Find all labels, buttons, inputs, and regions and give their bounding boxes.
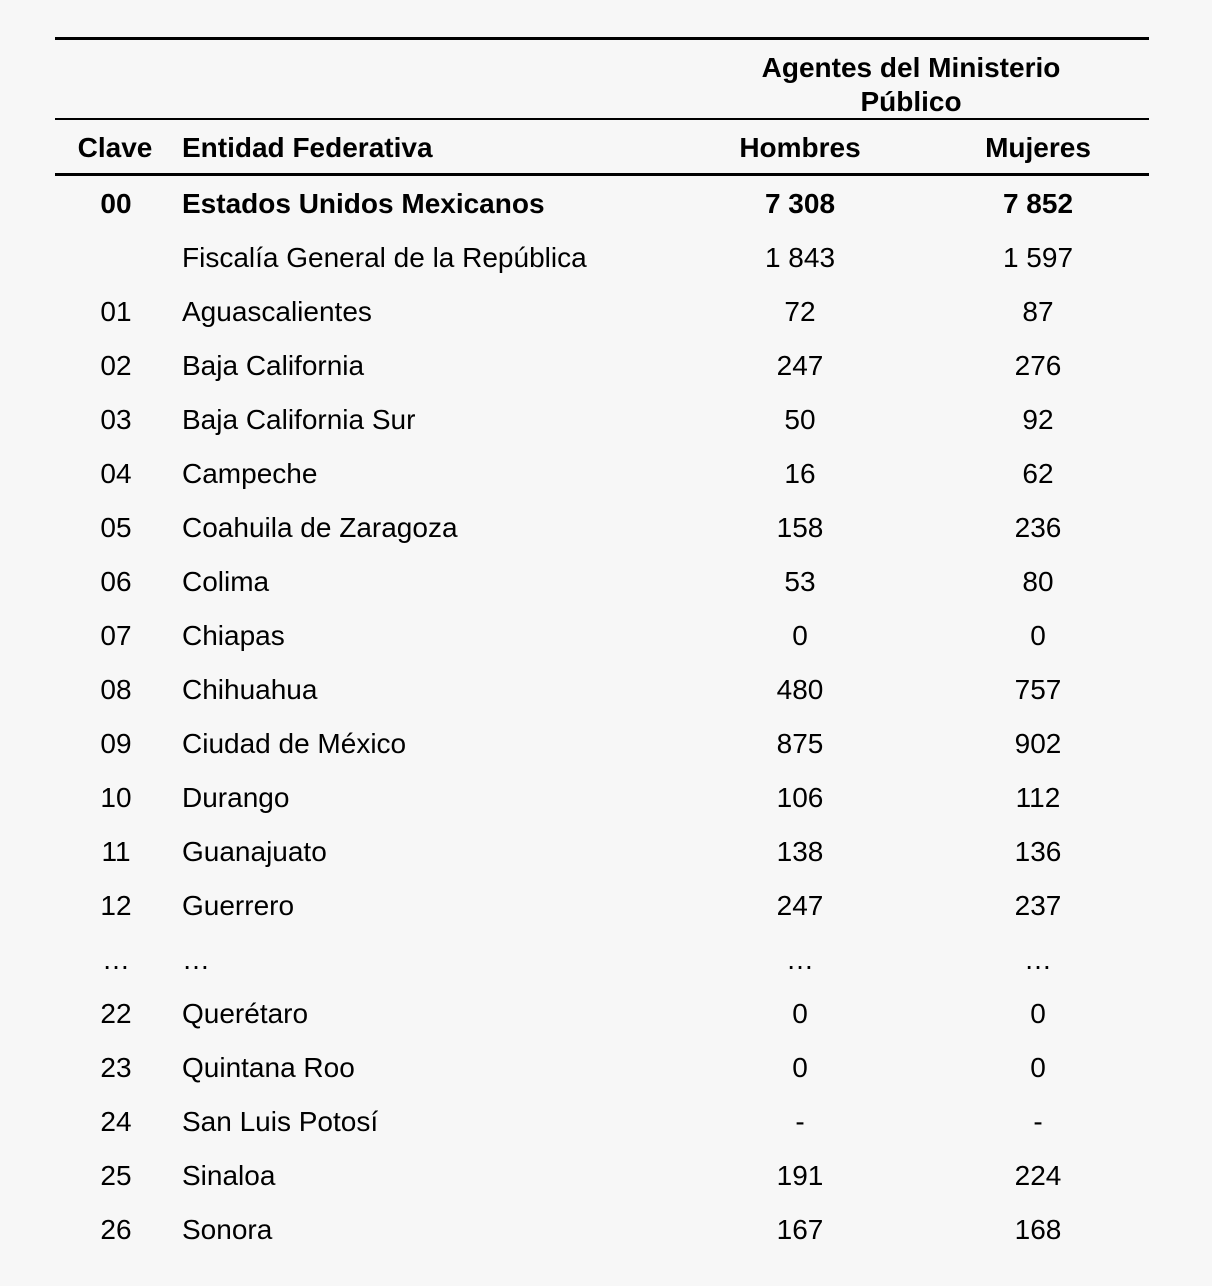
cell-clave: 11 (101, 836, 131, 867)
cell-clave: 08 (100, 674, 132, 705)
cell-mujeres: 757 (1014, 674, 1062, 705)
table-row (55, 662, 1149, 716)
table-row (55, 554, 1149, 608)
cell-clave: 06 (100, 566, 132, 597)
cell-hombres: 0 (792, 1052, 808, 1083)
table-row (55, 176, 1149, 230)
cell-entidad: Sinaloa (182, 1160, 276, 1191)
cell-clave: 03 (100, 404, 132, 435)
cell-entidad: Estados Unidos Mexicanos (182, 188, 545, 219)
cell-hombres: 191 (776, 1160, 824, 1191)
cell-clave: 24 (100, 1106, 132, 1137)
cell-hombres: 0 (792, 620, 808, 651)
cell-mujeres: 237 (1014, 890, 1062, 921)
table-body (55, 176, 1149, 1256)
table-row (55, 500, 1149, 554)
cell-hombres: 480 (776, 674, 824, 705)
cell-hombres: 50 (784, 404, 816, 435)
cell-entidad: Guerrero (182, 890, 295, 921)
table-row (55, 878, 1149, 932)
cell-entidad: Aguascalientes (182, 296, 372, 327)
cell-mujeres: 7 852 (1002, 188, 1074, 219)
data-table (55, 37, 1149, 1256)
cell-hombres: 158 (776, 512, 824, 543)
table-row (55, 230, 1149, 284)
cell-hombres: … (786, 944, 814, 975)
cell-mujeres: … (1024, 944, 1052, 975)
cell-entidad: Ciudad de México (182, 728, 407, 759)
cell-hombres: 167 (776, 1214, 824, 1245)
cell-entidad: Sonora (182, 1214, 273, 1245)
cell-mujeres: 236 (1014, 512, 1062, 543)
cell-clave: 04 (100, 458, 132, 489)
cell-hombres: 106 (776, 782, 824, 813)
table-row (55, 1148, 1149, 1202)
cell-hombres: - (795, 1106, 805, 1137)
column-header-hombres: Hombres (739, 132, 861, 163)
cell-entidad: Guanajuato (182, 836, 327, 867)
cell-clave: 23 (100, 1052, 132, 1083)
table-row (55, 824, 1149, 878)
table-row (55, 608, 1149, 662)
cell-mujeres: - (1033, 1106, 1043, 1137)
cell-clave: 12 (100, 890, 132, 921)
cell-entidad: Baja California (182, 350, 365, 381)
table-row (55, 716, 1149, 770)
cell-mujeres: 62 (1022, 458, 1054, 489)
cell-mujeres: 168 (1014, 1214, 1062, 1245)
cell-entidad: … (182, 944, 210, 975)
table-row (55, 1094, 1149, 1148)
cell-hombres: 53 (784, 566, 816, 597)
cell-clave: 05 (100, 512, 132, 543)
cell-clave: 00 (100, 188, 132, 219)
cell-mujeres: 0 (1030, 620, 1046, 651)
cell-mujeres: 87 (1022, 296, 1054, 327)
group-header-label: Agentes del Ministerio Público (761, 52, 1061, 117)
group-header-row (55, 40, 1149, 118)
cell-entidad: Baja California Sur (182, 404, 416, 435)
cell-clave: 25 (100, 1160, 132, 1191)
table-row (55, 446, 1149, 500)
cell-entidad: Chiapas (182, 620, 285, 651)
cell-clave: 02 (100, 350, 132, 381)
table-row (55, 932, 1149, 986)
cell-entidad: Campeche (182, 458, 318, 489)
cell-hombres: 875 (776, 728, 824, 759)
cell-entidad: Chihuahua (182, 674, 318, 705)
cell-hombres: 138 (776, 836, 824, 867)
table-row (55, 986, 1149, 1040)
table-row (55, 1040, 1149, 1094)
cell-mujeres: 902 (1014, 728, 1062, 759)
cell-hombres: 16 (784, 458, 816, 489)
cell-mujeres: 276 (1014, 350, 1062, 381)
cell-mujeres: 0 (1030, 1052, 1046, 1083)
cell-hombres: 1 843 (764, 242, 836, 273)
cell-entidad: Querétaro (182, 998, 309, 1029)
column-header-entidad: Entidad Federativa (182, 132, 433, 163)
cell-hombres: 0 (792, 998, 808, 1029)
cell-clave: 22 (100, 998, 132, 1029)
cell-mujeres: 224 (1014, 1160, 1062, 1191)
cell-clave: 01 (100, 296, 132, 327)
cell-clave: 26 (100, 1214, 132, 1245)
column-header-row (55, 120, 1149, 173)
cell-mujeres: 80 (1022, 566, 1054, 597)
cell-mujeres: 1 597 (1002, 242, 1074, 273)
cell-clave: 07 (100, 620, 132, 651)
cell-mujeres: 92 (1022, 404, 1054, 435)
table-row (55, 1202, 1149, 1256)
cell-hombres: 247 (776, 890, 824, 921)
cell-mujeres: 0 (1030, 998, 1046, 1029)
column-header-clave: Clave (77, 132, 153, 163)
cell-entidad: Fiscalía General de la República (182, 242, 587, 273)
cell-mujeres: 136 (1014, 836, 1062, 867)
cell-clave: 10 (100, 782, 132, 813)
table-row (55, 770, 1149, 824)
table-row (55, 392, 1149, 446)
cell-entidad: Durango (182, 782, 290, 813)
cell-entidad: San Luis Potosí (182, 1106, 379, 1137)
cell-mujeres: 112 (1015, 782, 1061, 813)
cell-hombres: 7 308 (764, 188, 836, 219)
table-row (55, 284, 1149, 338)
cell-hombres: 247 (776, 350, 824, 381)
cell-entidad: Colima (182, 566, 270, 597)
cell-entidad: Coahuila de Zaragoza (182, 512, 458, 543)
cell-clave: … (102, 944, 130, 975)
cell-hombres: 72 (784, 296, 816, 327)
cell-entidad: Quintana Roo (182, 1052, 355, 1083)
table-row (55, 338, 1149, 392)
column-header-mujeres: Mujeres (985, 132, 1091, 163)
cell-clave: 09 (100, 728, 132, 759)
